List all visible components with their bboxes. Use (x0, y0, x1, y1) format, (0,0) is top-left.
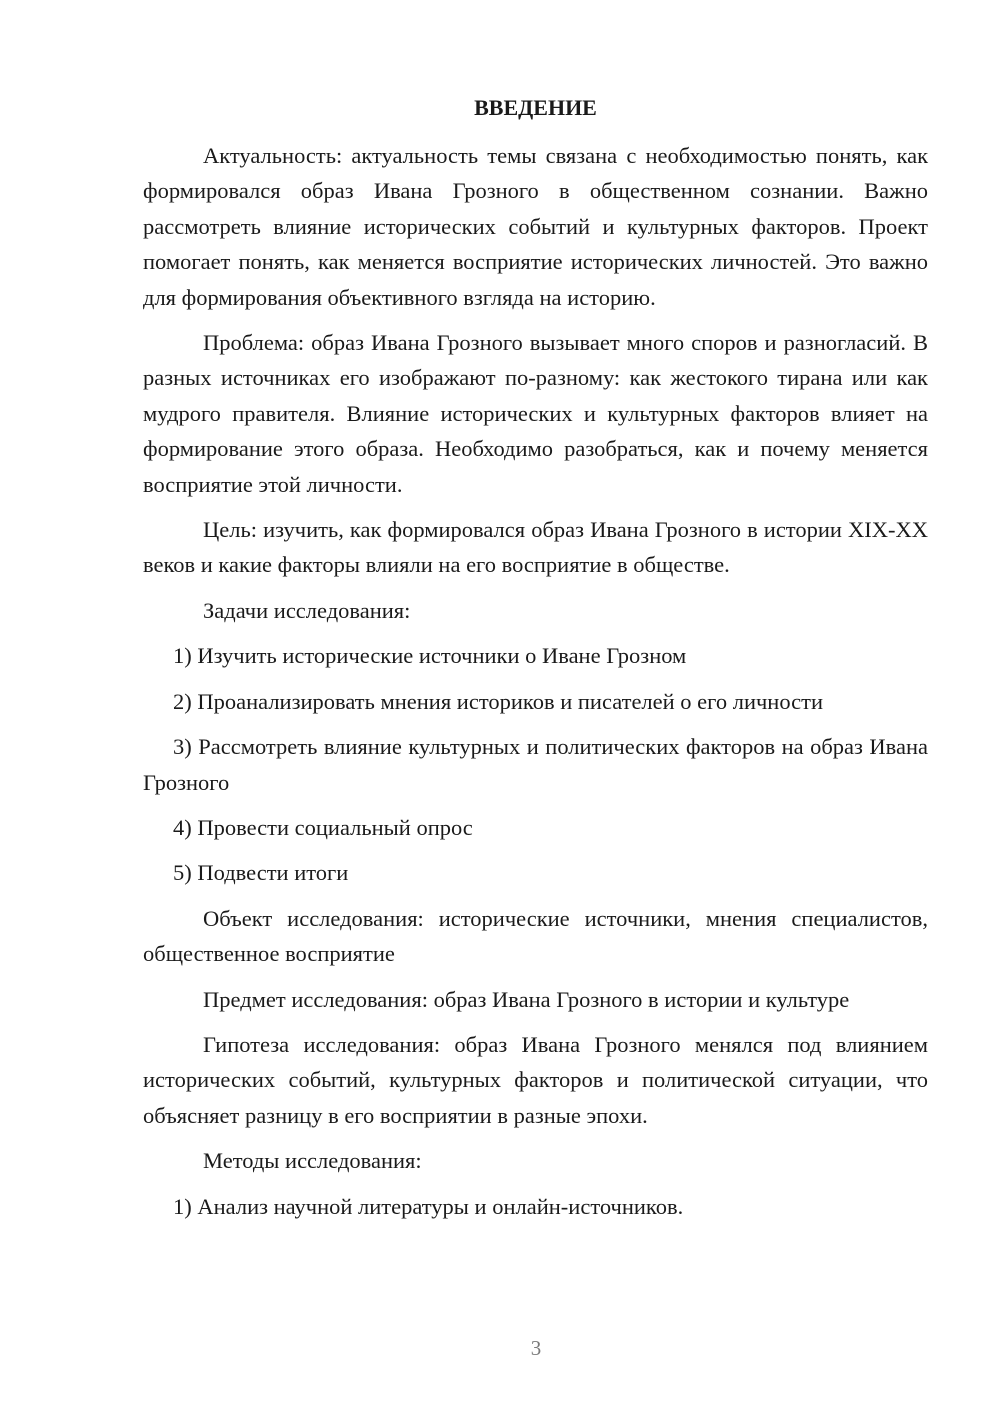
tasks-heading: Задачи исследования: (203, 597, 411, 623)
task-item-2: 2) Проанализировать мнения историков и писателей о его личности (173, 688, 824, 714)
paragraph-relevance: Актуальность: актуальность темы связана с необходимостью понять, как формировался образ Ивана Грозного в общественном сознании. Важно рассмотреть влияние исторических событий и культурных факторов. Проект помогает понять, как меняется восприятие исторических личностей. Это важно для формирования объективного взгляда на историю. (143, 143, 928, 310)
methods-heading: Методы исследования: (203, 1148, 422, 1174)
section-title: ВВЕДЕНИЕ (474, 95, 597, 120)
page-content (143, 88, 928, 1234)
method-item-1: 1) Анализ научной литературы и онлайн-источников. (173, 1193, 684, 1219)
task-item-3: 3) Рассмотреть влияние культурных и политических факторов на образ Ивана Грозного (143, 734, 928, 795)
task-item-4: 4) Провести социальный опрос (173, 814, 473, 840)
task-item-1: 1) Изучить исторические источники о Иване Грозном (173, 643, 687, 669)
paragraph-goal: Цель: изучить, как формировался образ Ивана Грозного в истории XIX-XX веков и какие факторы влияли на его восприятие в обществе. (143, 517, 928, 578)
paragraph-object: Объект исследования: исторические источники, мнения специалистов, общественное восприятие (143, 905, 928, 967)
paragraph-problem: Проблема: образ Ивана Грозного вызывает много споров и разногласий. В разных источниках его изображают по-разному: как жестокого тирана или как мудрого правителя. Влияние исторических и культурных факторов влияет на формирование этого образа. Необходимо разобраться, как и почему меняется восприятие этой личности. (143, 330, 928, 497)
task-item-5: 5) Подвести итоги (173, 860, 349, 886)
paragraph-subject: Предмет исследования: образ Ивана Грозного в истории и культуре (203, 986, 850, 1012)
paragraph-hypothesis: Гипотеза исследования: образ Ивана Грозного менялся под влиянием исторических событий, культурных факторов и политической ситуации, что объясняет разницу в его восприятии в разные эпохи. (143, 1031, 928, 1128)
page-number: 3 (530, 1336, 542, 1360)
